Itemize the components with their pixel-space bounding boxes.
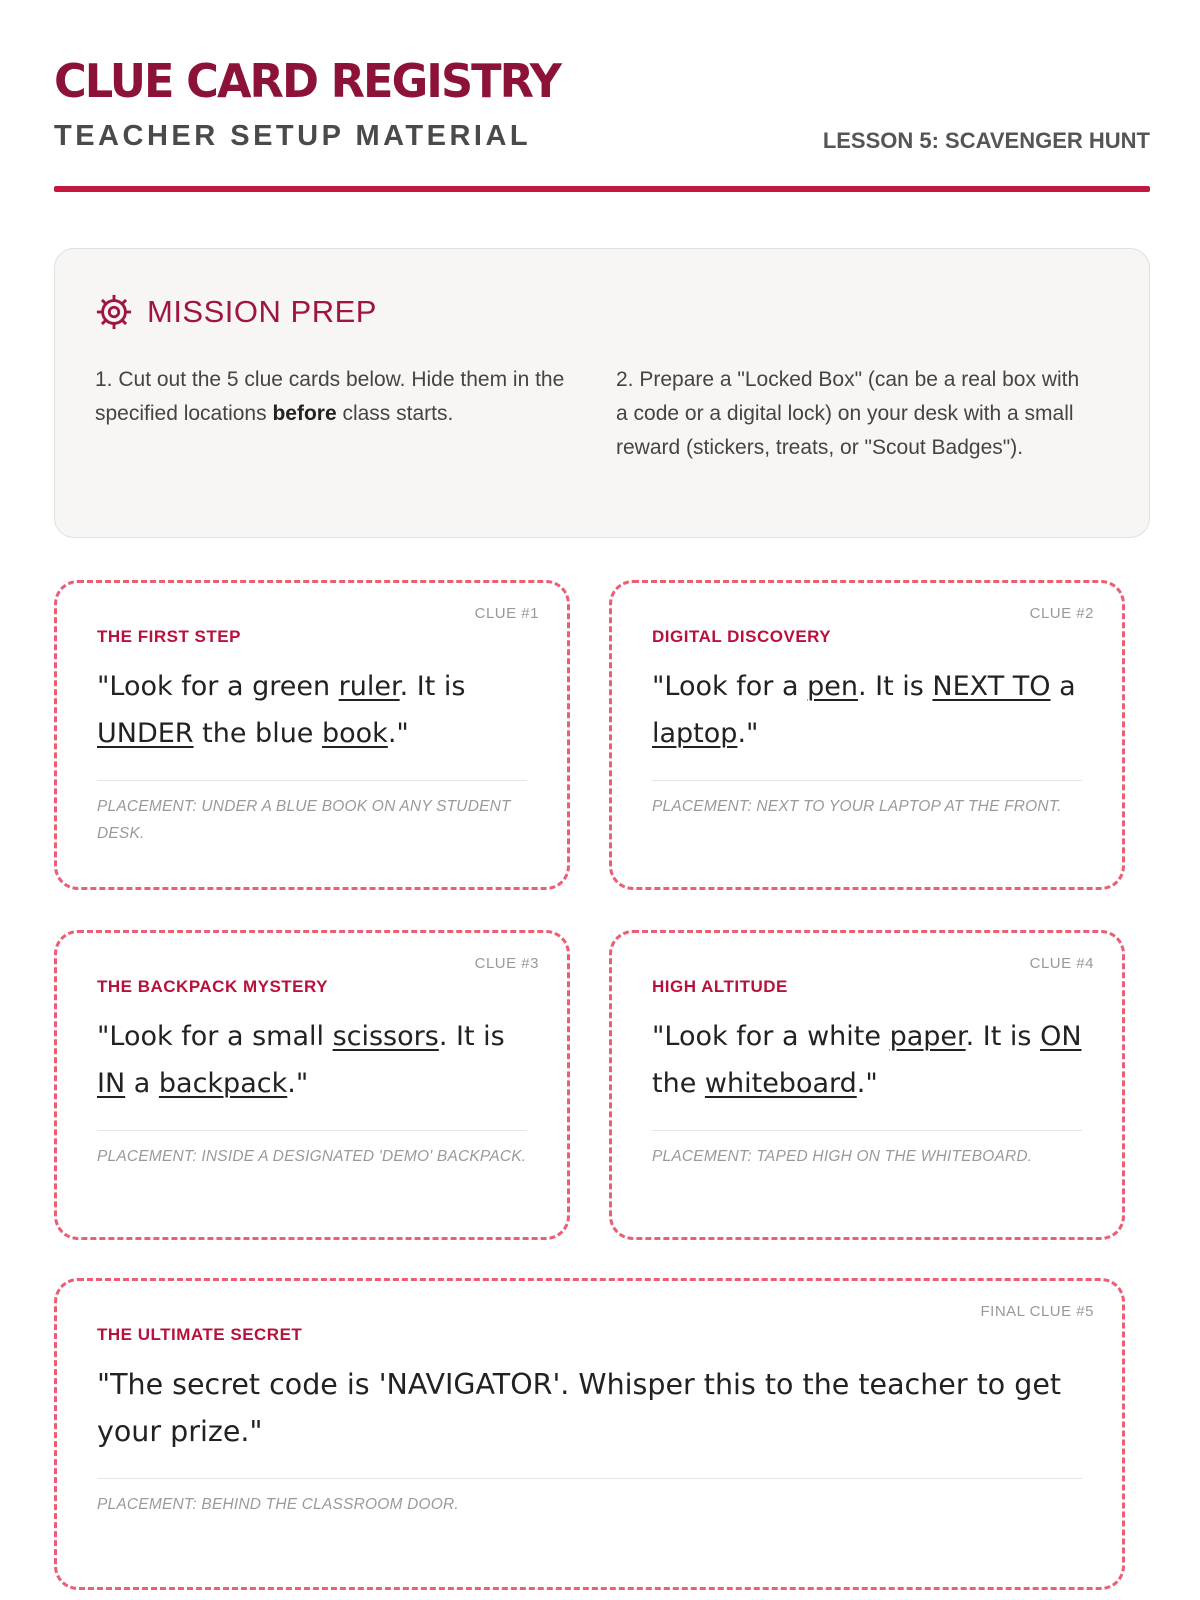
prep-step-1-emphasis: before: [272, 402, 337, 425]
clue-keyword: whiteboard: [704, 1068, 857, 1099]
page-title: CLUE CARD REGISTRY: [54, 54, 560, 108]
clue-heading: THE BACKPACK MYSTERY: [97, 977, 329, 996]
header: [54, 0, 1150, 195]
gear-icon: [95, 293, 133, 331]
clue-heading: DIGITAL DISCOVERY: [652, 627, 832, 646]
header-divider: [54, 186, 1150, 192]
clue-divider: [652, 1130, 1082, 1131]
clue-text-segment: .": [856, 1068, 878, 1099]
clue-placement: PLACEMENT: UNDER A BLUE BOOK ON ANY STUDENT DESK.: [97, 798, 511, 842]
page: [54, 0, 1150, 1513]
clue-keyword: NEXT TO: [932, 671, 1051, 702]
clue-keyword: pen: [807, 671, 858, 702]
clue-text: [652, 663, 1082, 757]
clue-text-segment: .": [387, 718, 409, 749]
clue-number: CLUE #2: [1029, 605, 1094, 622]
clue-divider: [97, 1130, 527, 1131]
clue-text-segment: a: [125, 1068, 159, 1099]
page-subtitle: TEACHER SETUP MATERIAL: [54, 120, 532, 152]
clue-keyword: ruler: [338, 671, 400, 702]
clue-divider: [97, 780, 527, 781]
clue-divider: [97, 1478, 1082, 1479]
clue-placement: PLACEMENT: INSIDE A DESIGNATED 'DEMO' BACKPACK.: [97, 1148, 527, 1165]
clue-text: [652, 1013, 1082, 1107]
clue-text-segment: . It is: [965, 1021, 1041, 1052]
clue-heading: HIGH ALTITUDE: [652, 977, 788, 996]
prep-step-1: [95, 363, 565, 431]
clue-text-segment: "Look for a green: [97, 671, 339, 702]
clue-placement: PLACEMENT: TAPED HIGH ON THE WHITEBOARD.: [652, 1148, 1033, 1165]
clue-card-5: [54, 1278, 1125, 1590]
clue-placement: PLACEMENT: NEXT TO YOUR LAPTOP AT THE FRONT.: [652, 798, 1062, 815]
clue-keyword: paper: [889, 1021, 966, 1052]
clue-divider: [652, 780, 1082, 781]
clue-keyword: UNDER: [97, 718, 194, 749]
clue-text-segment: .": [287, 1068, 309, 1099]
clue-keyword: scissors: [332, 1021, 439, 1052]
clue-text-segment: . It is: [399, 671, 466, 702]
clue-card-3: [54, 930, 570, 1240]
clue-keyword: IN: [97, 1068, 126, 1099]
clue-text-segment: "Look for a small: [97, 1021, 333, 1052]
clue-heading: THE FIRST STEP: [97, 627, 241, 646]
mission-prep-title: MISSION PREP: [147, 294, 377, 329]
clue-text-segment: "Look for a: [652, 671, 808, 702]
prep-step-1-text: 1. Cut out the 5 clue cards below. Hide them in the specified locations: [95, 368, 565, 425]
clue-card-2: [609, 580, 1125, 890]
clue-text-segment: "Look for a white: [652, 1021, 890, 1052]
clue-heading: THE ULTIMATE SECRET: [97, 1325, 303, 1344]
clue-text: [97, 663, 527, 757]
prep-step-1-text-end: class starts.: [336, 402, 454, 425]
lesson-label: LESSON 5: SCAVENGER HUNT: [822, 128, 1150, 153]
clue-text: [97, 1361, 1082, 1455]
clue-number: CLUE #4: [1029, 955, 1094, 972]
mission-prep-box: [54, 248, 1150, 538]
clue-text-segment: . It is: [438, 1021, 505, 1052]
clue-keyword: laptop: [652, 718, 738, 749]
clue-card-4: [609, 930, 1125, 1240]
clue-card-1: [54, 580, 570, 890]
clue-keyword: ON: [1040, 1021, 1082, 1052]
clue-number: CLUE #1: [474, 605, 539, 622]
clue-text: [97, 1013, 527, 1107]
mission-prep-header: [95, 293, 377, 331]
clue-text-segment: .": [737, 718, 759, 749]
clue-text-segment: a: [1050, 671, 1076, 702]
clue-text-segment: the: [652, 1068, 705, 1099]
clue-number: FINAL CLUE #5: [980, 1303, 1094, 1320]
clue-keyword: backpack: [158, 1068, 288, 1099]
clue-keyword: book: [322, 718, 388, 749]
clue-text-segment: the blue: [193, 718, 322, 749]
clue-number: CLUE #3: [474, 955, 539, 972]
clue-text-segment: "The secret code is 'NAVIGATOR'. Whisper this to the teacher to get your prize.": [97, 1368, 1062, 1448]
clue-text-segment: . It is: [857, 671, 933, 702]
prep-step-2: 2. Prepare a "Locked Box" (can be a real box with a code or a digital lock) on your desk with a small reward (stickers, treats, or "Scout Badges").: [616, 368, 1080, 459]
clue-placement: PLACEMENT: BEHIND THE CLASSROOM DOOR.: [97, 1496, 459, 1513]
